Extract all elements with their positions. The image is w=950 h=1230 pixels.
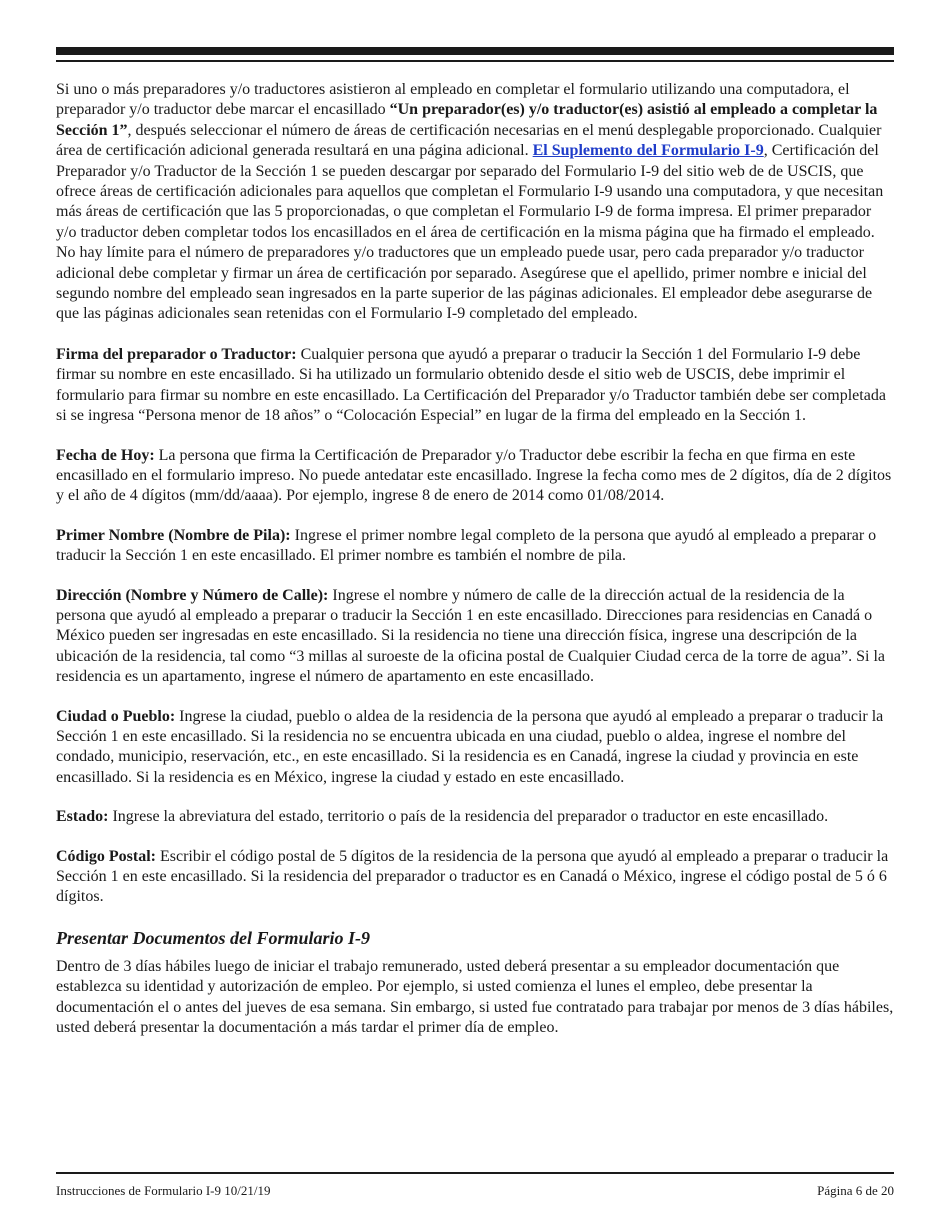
- item-text: Ingrese la ciudad, pueblo o aldea de la residencia de la persona que ayudó al empleado a preparar o traducir la Sección 1 en este encasillado. Si la residencia no se encuentra ubicada en una ciudad, pueblo o aldea, ingrese el nombre del condado, municipio, reservación, etc., en este encasillado. Si la residencia es en Canadá, ingrese la ciudad y provincia en este encasillado. Si la residencia es en México, ingrese la ciudad y estado en este encasillado.: [56, 707, 884, 786]
- intro-checkbox-label: “Un preparador(es) y/o traductor(es) asistió al empleado a completar la Sección 1”: [56, 101, 878, 139]
- footer-rule: [56, 1172, 894, 1174]
- item-text: Escribir el código postal de 5 dígitos de la residencia de la persona que ayudó al empleado a preparar o traducir la Sección 1 en este encasillado. Si la residencia del preparador o traductor es en Canadá o México, ingrese el código postal de 5 ó 6 dígitos.: [56, 847, 889, 906]
- item-city: [56, 707, 894, 789]
- item-state: [56, 807, 894, 827]
- item-label: Dirección (Nombre y Número de Calle):: [56, 586, 329, 604]
- header-rule-thick: [56, 47, 894, 55]
- item-first-name: [56, 526, 894, 567]
- item-todays-date: [56, 446, 894, 507]
- header-rule-thin: [56, 60, 894, 62]
- section-heading: Presentar Documentos del Formulario I-9: [56, 927, 371, 948]
- item-label: Primer Nombre (Nombre de Pila):: [56, 526, 291, 544]
- footer-form-id: Instrucciones de Formulario I-9 10/21/19: [56, 1183, 271, 1198]
- footer-page-number: Página 6 de 20: [817, 1183, 894, 1198]
- intro-text-2: , después seleccionar el número de áreas de certificación necesarias en el menú desplegable proporcionado. Cualquier área de certificación adicional generada resultará en una página adicional.: [56, 121, 882, 160]
- item-label: Fecha de Hoy:: [56, 446, 155, 464]
- item-label: Firma del preparador o Traductor:: [56, 345, 297, 363]
- intro-paragraph: [56, 80, 894, 325]
- item-preparer-signature: [56, 345, 894, 427]
- item-label: Estado:: [56, 808, 109, 826]
- item-text: Ingrese el primer nombre legal completo de la persona que ayudó al empleado a preparar o traducir la Sección 1 en este encasillado. El primer nombre es también el nombre de pila.: [56, 526, 877, 565]
- supplement-link[interactable]: El Suplemento del Formulario I-9: [532, 142, 764, 160]
- item-label: Ciudad o Pueblo:: [56, 707, 176, 725]
- section-paragraph: Dentro de 3 días hábiles luego de iniciar el trabajo remunerado, usted deberá presentar a su empleador documentación que establezca su identidad y autorización de empleo. Por ejemplo, si usted comienza el lunes el empleo, debe presentar la documentación el o antes del jueves de esa semana. Sin embargo, si usted fue contratado para trabajar por menos de 3 días hábiles, usted deberá presentar la documentación a más tardar el primer día de empleo.: [56, 957, 894, 1037]
- instructions-body: [56, 80, 894, 1057]
- item-text: La persona que firma la Certificación de Preparador y/o Traductor debe escribir la fecha en que firma en este encasillado en el formulario impreso. No puede antedatar este encasillado. Ingrese la fecha como mes de 2 dígitos, día de 2 dígitos y el año de 4 dígitos (mm/dd/aaaa). Por ejemplo, ingrese 8 de enero de 2014 como 01/08/2014.: [56, 446, 892, 505]
- item-text: Cualquier persona que ayudó a preparar o traducir la Sección 1 del Formulario I-9 debe firmar su nombre en este encasillado. Si ha utilizado un formulario obtenido desde el sitio web de USCIS, debe imprimir el formulario para firmar su nombre en este encasillado. La Certificación del Preparador y/o Traductor también debe ser completada si se ingresa “Persona menor de 18 años” o “Colocación Especial” en lugar de la firma del empleado en la Sección 1.: [56, 345, 886, 425]
- item-text: Ingrese la abreviatura del estado, territorio o país de la residencia del preparador o traductor en este encasillado.: [108, 808, 829, 826]
- item-text: Ingrese el nombre y número de calle de la dirección actual de la residencia de la persona que ayudó al empleado a preparar o traducir la Sección 1 en este encasillado. Direcciones para residencias en Canadá o México pueden ser ingresadas en este encasillado. Si la residencia no tiene una dirección física, ingrese una descripción de la ubicación de la residencia, tal como “3 millas al suroeste de la oficina postal de Cualquier Ciudad cerca de la torre de agua”. Si la residencia es un apartamento, ingrese el número de apartamento en este encasillado.: [56, 586, 886, 686]
- item-zip-code: [56, 847, 894, 908]
- item-label: Código Postal:: [56, 847, 156, 865]
- intro-text-1: Si uno o más preparadores y/o traductores asistieron al empleado en completar el formulario utilizando una computadora, el preparador y/o traductor debe marcar el encasillado: [56, 81, 850, 119]
- intro-text-3: , Certificación del Preparador y/o Traductor de la Sección 1 se pueden descargar por separado del Formulario I-9 del sitio web de de USCIS, que ofrece áreas de certificación adicionales para aquellos que completan el Formulario I-9 usando una computadora, y que necesitan más áreas de certificación que las 5 proporcionadas, o que completan el Formulario I-9 de forma impresa. El primer preparador y/o traductor deben completar todos los encasillados en el área de certificación en la misma página que ha firmado el empleado. No hay límite para el número de preparadores y/o traductores que un empleado puede usar, pero cada preparador y/o traductor adicional debe completar y firmar un área de certificación por separado. Asegúrese que el apellido, primer nombre e inicial del segundo nombre del empleado sean ingresados en la parte superior de las páginas adicionales. El empleador debe asegurarse de que las páginas adicionales sean retenidas con el Formulario I-9 completado del empleado.: [56, 142, 884, 323]
- item-address: [56, 586, 894, 688]
